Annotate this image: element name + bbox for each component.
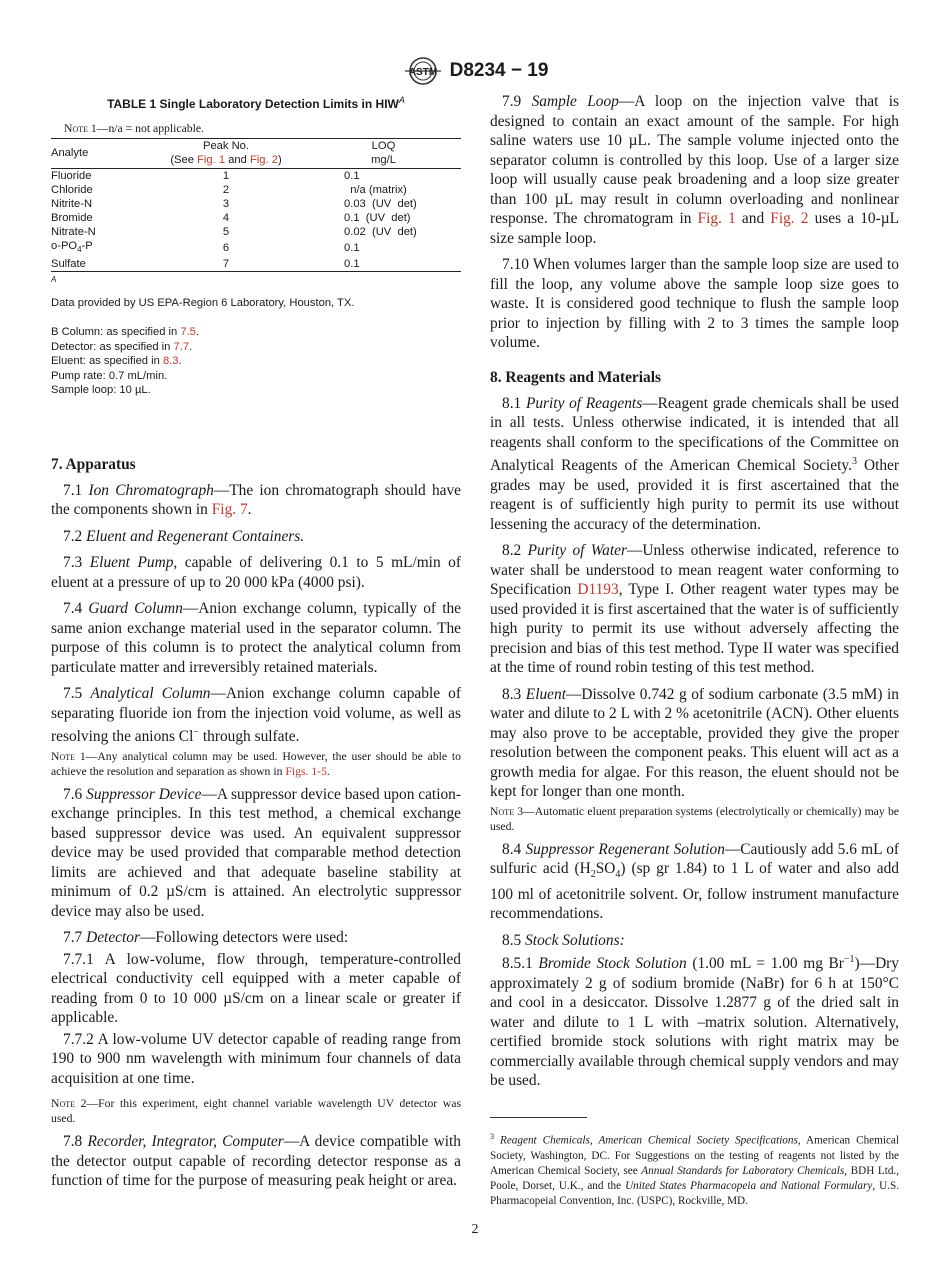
para-7-6: 7.6 Suppressor Device—A suppressor device based upon cation-exchange principles. In this test method, a chemical exchange based suppressor device was used. An equivalent suppressor device may be used provided that comparable method detection limits are achieved and that adequate baseline stability at minimum of 0.2 µS/cm is attained. An electrolytic suppressor device may also be used. <box>51 785 461 920</box>
figs-1-5-link[interactable]: Figs. 1-5 <box>285 764 327 778</box>
doc-code: D8234 − 19 <box>449 60 549 81</box>
table-row: Bromide 4 0.1 (UV det) <box>51 212 411 224</box>
para-7-10: 7.10 When volumes larger than the sample loop size are used to fill the loop, any volume above the sample loop size goes to waste. It is considered good technique to flush the sample loop prior to injection by filling with 2 to 3 times the sample loop volume. <box>490 256 899 351</box>
fig2-link[interactable]: Fig. 2 <box>770 210 809 227</box>
d1193-link[interactable]: D1193 <box>577 581 619 599</box>
table-row: Nitrate-N 5 0.02 (UV det) <box>51 226 417 238</box>
table-row: Fluoride 1 0.1 <box>51 170 360 182</box>
fig1-link[interactable]: Fig. 1 <box>697 210 736 227</box>
para-8-2: 8.2 Purity of Water—Unless otherwise indicated, reference to water shall be understood to mean reagent water conforming to Specification D1193, Type I. Other reagent water types may be used provided it is first ascertained that the water is of sufficiently high purity to permit its use without adversely affecting the precision and bias of this test method. Type II water was specified at the time of round robin testing of this test method. <box>490 542 900 677</box>
section-7-heading: 7. Apparatus <box>51 455 136 473</box>
ref-7-5-link[interactable]: 7.5 <box>180 326 196 339</box>
fig2-link[interactable]: Fig. 2 <box>249 154 278 166</box>
para-7-3: 7.3 Eluent Pump, capable of delivering 0.1 to 5 mL/min of eluent at a pressure of up to 20 000 kPa (4000 psi). <box>51 554 462 591</box>
table-footnote: Data provided by US EPA-Region 6 Laboratory, Houston, TX. <box>51 296 355 309</box>
fig1-link[interactable]: Fig. 1 <box>197 154 226 166</box>
para-8-3: 8.3 Eluent—Dissolve 0.742 g of sodium carbonate (3.5 mM) in water and dilute to 2 L with 2 % acetonitrile (ACN). Other eluents may also prove to be acceptable, provided they give the proper resolution between the component peaks. This eluent will act as a growth media for algae. For this reason, the eluent should not be kept for longer than one month. <box>490 685 900 801</box>
table-title: TABLE 1 Single Laboratory Detection Limits in $HIW^A$ <box>107 95 405 111</box>
para-7-8: 7.8 Recorder, Integrator, Computer—A device compatible with the detector output capable of recording detector response as a function of time for the purpose of measuring peak height or area. <box>51 1133 461 1190</box>
para-7-4: 7.4 Guard Column—Anion exchange column, typically of the same anion exchange material used in the separator column. The purpose of this column is to protect the analytical column from particulate matter and irreversibly retained materials. <box>51 600 461 676</box>
para-7-1: 7.1 Ion Chromatograph—The ion chromatograph should have the components shown in Fig. 7. <box>51 481 461 519</box>
astm-logo-icon <box>402 56 444 86</box>
table-row: Chloride 2 n/a (matrix) <box>51 184 407 196</box>
page-number: 2 <box>471 1222 479 1237</box>
fig7-link[interactable]: Fig. 7 <box>211 501 248 519</box>
note-2: Note 2—For this experiment, eight channel variable wavelength UV detector was used. <box>51 1097 461 1126</box>
table-footnote-marker: A <box>51 275 57 285</box>
table-note: Note 1—n/a = not applicable. <box>64 122 204 135</box>
para-8-1: 8.1 Purity of Reagents—Reagent grade chemicals shall be used in all tests. Unless otherwise indicated, it is intended that all reagents shall conform to the specifications of the Committee on Analytical Reagents of the American Chemical Society.$^3$ Other grades may be used, provided it is first ascertained that the reagent is of sufficiently high purity to permit its use without lessening the accuracy of the determination. <box>490 394 899 533</box>
col-analyte: Analyte <box>51 147 89 159</box>
left-column <box>51 92 461 1198</box>
para-7-7: 7.7 Detector—Following detectors were used: <box>63 929 349 947</box>
para-8-5-1: 8.5.1 Bromide Stock Solution (1.00 mL = 1.00 mg $Br^{-1})—Dry$ approximately 2 g of sodium bromide (NaBr) for 6 h at 150°C and cool in a desiccator. Dissolve 1.2877 g of the dried salt in water and dilute to 1 L with –matrix solution. Alternatively, certified bromide stock solutions with right matrix may be commercially available through chemical supply vendors and may be used. <box>490 954 900 1090</box>
table-row: Nitrite-N 3 0.03 (UV det) <box>51 198 417 210</box>
para-7-7-2: 7.7.2 A low-volume UV detector capable of reading range from 190 to 900 nm wavelength with minimum four channels of data acquisition at one time. <box>51 1030 461 1087</box>
footnote-ref-3: 3 <box>851 456 857 467</box>
note-1: Note 1—Any analytical column may be used. However, the user should be able to achieve the resolution and separation as shown in Figs. 1-5. <box>51 749 461 778</box>
table-row: $o-PO_4-P$ 6 0.1 <box>51 240 360 255</box>
para-8-5: 8.5 Stock Solutions: <box>502 931 625 949</box>
right-column <box>490 92 899 1220</box>
para-7-9: 7.9 Sample Loop—A loop on the injection valve that is designed to contain an exact amount of the sample. For high saline waters use 10 µL. The sample volume injected onto the separator column is controlled by this loop. Use of a larger size loop will usually cause peak broadening and a loop size greater than 100 µL may result in column overloading and nonlinear response. The chromatogram in Fig. 1 and Fig. 2 uses a 10-µL size sample loop. <box>490 93 899 247</box>
col-peak: Peak No. (See Fig. 1 and Fig. 2) <box>170 140 282 166</box>
table-row: Sulfate 7 0.1 <box>51 258 360 271</box>
footnote-divider <box>490 1117 587 1118</box>
section-8-heading: 8. Reagents and Materials <box>490 368 661 386</box>
ref-7-7-link[interactable]: 7.7 <box>173 340 190 353</box>
note-3: Note 3—Automatic eluent preparation systems (electrolytically or chemically) may be used. <box>490 804 899 833</box>
footnote-3: $^3$ Reagent Chemicals, American Chemical Society Specifications, American Chemical Society, Washington, DC. For Suggestions on the testing of reagents not listed by the American Chemical Society, see Annual Standards for Laboratory Chemicals, BDH Ltd., Poole, Dorset, U.K., and the United States Pharmacopeia and National Formulary, U.S. Pharmacopeial Convention, Inc. (USPC), Rockville, MD. <box>490 1132 899 1207</box>
para-7-2: 7.2 Eluent and Regenerant Containers. <box>63 527 305 545</box>
page-header <box>0 56 950 86</box>
table-conditions: B Column: as specified in 7.5. Detector: as specified in 7.7. Eluent: as specified in 8.3. Pump rate: 0.7 mL/min. Sample loop: 10 µL. <box>51 326 200 397</box>
detection-limits-table <box>51 138 461 272</box>
para-8-4: 8.4 Suppressor Regenerant Solution—Cautiously add 5.6 mL of sulfuric acid $(H_2SO_4)$ (sp gr 1.84) to 1 L of water and also add 100 ml of acetonitrile solvent. Or, follow instrument manufacture recommendations. <box>490 840 900 923</box>
para-7-7-1: 7.7.1 A low-volume, flow through, temperature-controlled electrical conductivity cell equipped with a meter capable of reading from 0 to 10 000 µS/cm on a linear scale or greater if applicable. <box>51 950 461 1027</box>
svg-text:ASTM: ASTM <box>408 67 437 78</box>
col-loq: LOQ mg/L <box>371 140 396 166</box>
para-7-5: 7.5 Analytical Column—Anion exchange column capable of separating fluoride ion from the injection void volume, as well as resolving the anions Cl− through sulfate. <box>51 685 462 746</box>
ref-8-3-link[interactable]: 8.3 <box>162 355 179 368</box>
